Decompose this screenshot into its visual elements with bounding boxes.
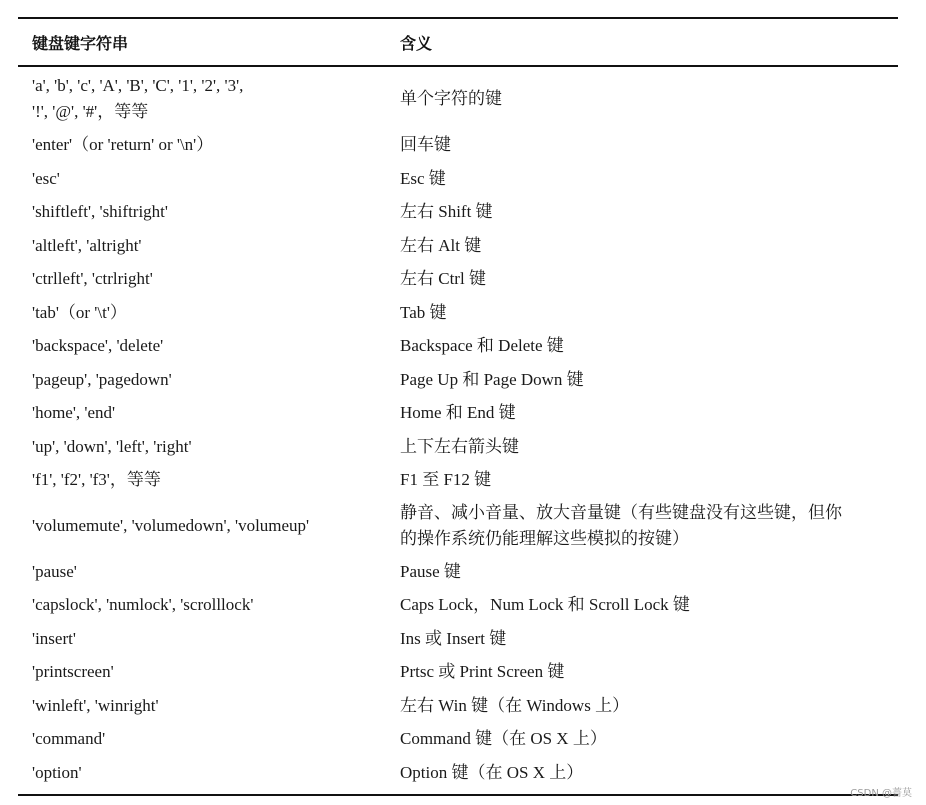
table-row <box>18 497 898 555</box>
key-string-cell: 'home', 'end' <box>32 403 116 423</box>
key-string-cell: 'pause' <box>32 561 77 581</box>
table-row <box>18 397 898 431</box>
meaning-cell: 左右 Shift 键 <box>400 202 493 222</box>
key-string-cell: 'tab'（or '\t'） <box>32 302 127 322</box>
table-row <box>18 723 898 757</box>
table-row <box>18 69 898 129</box>
meaning-cell: 左右 Alt 键 <box>400 235 482 255</box>
meaning-cell: F1 至 F12 键 <box>400 470 492 490</box>
meaning-cell: 单个字符的键 <box>400 88 502 108</box>
table-row <box>18 622 898 656</box>
header-key-string: 键盘键字符串 <box>32 33 129 53</box>
table-row <box>18 296 898 330</box>
table-row <box>18 689 898 723</box>
meaning-cell: Backspace 和 Delete 键 <box>400 336 564 356</box>
header-meaning: 含义 <box>400 33 433 53</box>
table-body <box>18 67 898 790</box>
table-row <box>18 363 898 397</box>
table-header-row <box>18 19 898 65</box>
key-string-cell: 'backspace', 'delete' <box>32 336 164 356</box>
key-string-cell: 'enter'（or 'return' or '\n'） <box>32 135 214 155</box>
meaning-cell: Option 键（在 OS X 上） <box>400 762 584 782</box>
table-row <box>18 263 898 297</box>
key-string-cell: 'volumemute', 'volumedown', 'volumeup' <box>32 516 310 535</box>
key-string-cell: 'altleft', 'altright' <box>32 235 142 255</box>
meaning-cell: 回车键 <box>400 135 451 155</box>
meaning-cell: Page Up 和 Page Down 键 <box>400 369 584 389</box>
key-string-cell: 'pageup', 'pagedown' <box>32 369 172 389</box>
meaning-cell: 左右 Ctrl 键 <box>400 269 486 289</box>
meaning-cell: 静音、减小音量、放大音量键（有些键盘没有这些键，但你 的操作系统仍能理解这些模拟的按键） <box>400 503 842 548</box>
table-row <box>18 589 898 623</box>
table-row <box>18 196 898 230</box>
key-string-cell: 'a', 'b', 'c', 'A', 'B', 'C', '1', '2', '3', '!', '@', '#'，等等 <box>32 75 244 121</box>
table-row <box>18 330 898 364</box>
key-string-cell: 'ctrlleft', 'ctrlright' <box>32 269 153 289</box>
table-bottom-rule <box>18 794 898 796</box>
table-row <box>18 129 898 163</box>
table-row <box>18 430 898 464</box>
meaning-cell: Ins 或 Insert 键 <box>400 628 507 648</box>
table-row <box>18 162 898 196</box>
key-string-cell: 'f1', 'f2', 'f3'，等等 <box>32 470 161 490</box>
key-string-cell: 'printscreen' <box>32 662 114 682</box>
meaning-cell: Tab 键 <box>400 302 447 322</box>
key-string-cell: 'up', 'down', 'left', 'right' <box>32 436 192 456</box>
keyboard-keys-table <box>18 0 898 796</box>
key-string-cell: 'shiftleft', 'shiftright' <box>32 202 168 222</box>
meaning-cell: Prtsc 或 Print Screen 键 <box>400 662 565 682</box>
key-string-cell: 'command' <box>32 729 106 749</box>
meaning-cell: Esc 键 <box>400 168 446 188</box>
meaning-cell: Caps Lock，Num Lock 和 Scroll Lock 键 <box>400 595 690 615</box>
key-string-cell: 'esc' <box>32 168 60 188</box>
key-string-cell: 'option' <box>32 762 82 782</box>
key-string-cell: 'capslock', 'numlock', 'scrolllock' <box>32 595 254 615</box>
meaning-cell: Command 键（在 OS X 上） <box>400 729 607 749</box>
csdn-watermark: CSDN @薔莫 <box>850 788 912 799</box>
table-row <box>18 756 898 790</box>
meaning-cell: Pause 键 <box>400 561 461 581</box>
meaning-cell: Home 和 End 键 <box>400 403 516 423</box>
table-row <box>18 464 898 498</box>
meaning-cell: 上下左右箭头键 <box>400 436 519 456</box>
table-row <box>18 555 898 589</box>
table-row <box>18 229 898 263</box>
key-string-cell: 'winleft', 'winright' <box>32 695 159 715</box>
meaning-cell: 左右 Win 键（在 Windows 上） <box>400 695 630 715</box>
table-row <box>18 656 898 690</box>
key-string-cell: 'insert' <box>32 628 76 648</box>
